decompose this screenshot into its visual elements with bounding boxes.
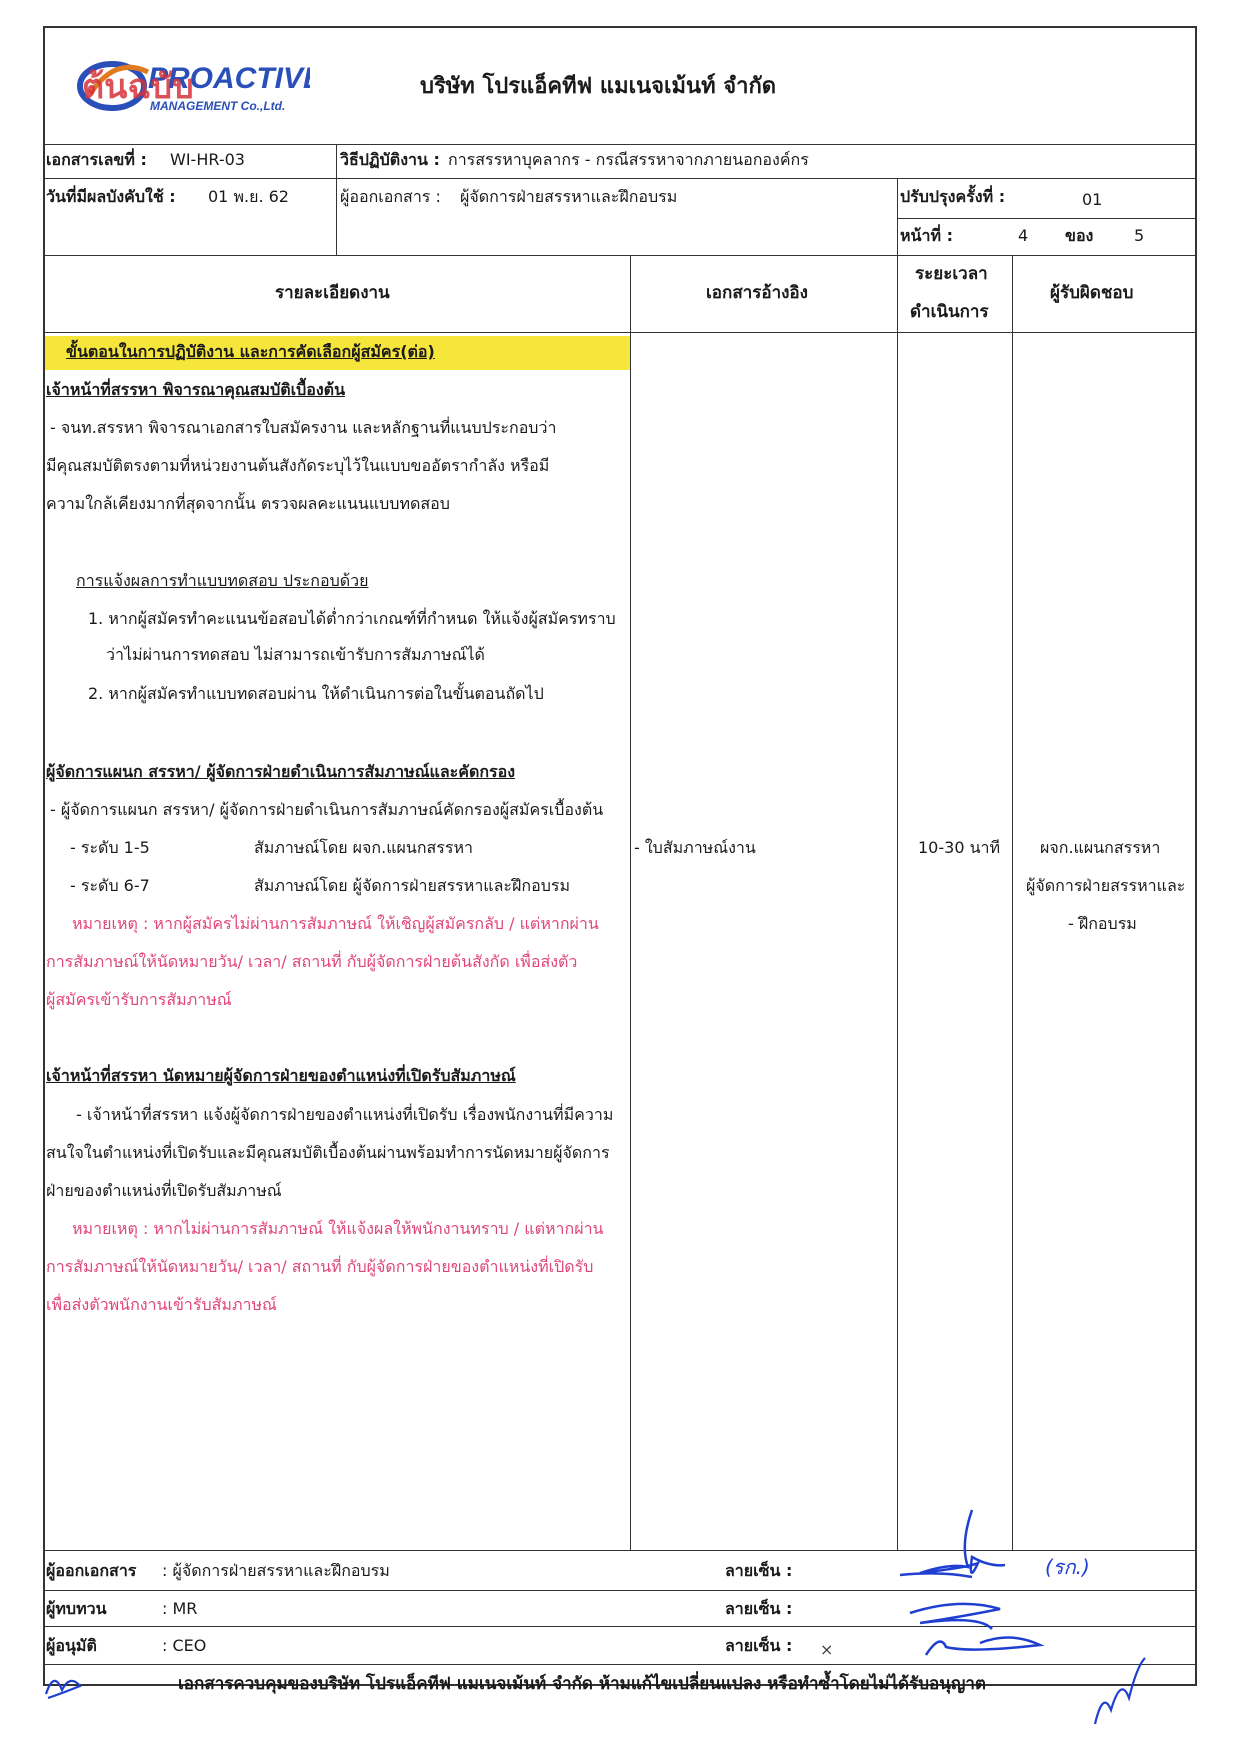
effective-value: 01 พ.ย. 62 — [208, 187, 289, 206]
initial-signature-left — [40, 1664, 90, 1704]
revision-label: ปรับปรุงครั้งที่ : — [900, 187, 1006, 206]
vrule-meta-2 — [897, 178, 898, 255]
effective-label: วันที่มีผลบังคับใช้ : — [46, 187, 176, 206]
signature-approvals — [880, 1505, 1050, 1665]
of-label: ของ — [1065, 226, 1094, 245]
control-notice: เอกสารควบคุมของบริษัท โปรแอ็คทีฟ แมเนจเม้นท์ จำกัด ห้ามแก้ไขเปลี่ยนแปลง หรือทำซ้ำโดยไม่ได้รับอนุญาต — [178, 1674, 986, 1694]
note-1-line-1: หมายเหตุ : หากผู้สมัครไม่ผ่านการสัมภาษณ์ ให้เชิญผู้สมัครกลับ / แต่หากผ่าน — [72, 914, 599, 933]
footer-approver-label: ผู้อนุมัติ — [46, 1636, 97, 1655]
list-item-1-line-1: 1. หากผู้สมัครทำคะแนนข้อสอบได้ต่ำกว่าเกณฑ์ที่กำหนด ให้แจ้งผู้สมัครทราบ — [88, 609, 616, 628]
heading-screening: เจ้าหน้าที่สรรหา พิจารณาคุณสมบัติเบื้องต้น — [46, 380, 346, 399]
para-1-line-2: มีคุณสมบัติตรงตามที่หน่วยงานต้นสังกัดระบุไว้ในแบบขออัตรากำลัง หรือมี — [46, 456, 550, 475]
doc-no-label: เอกสารเลขที่ : — [46, 150, 147, 169]
x-mark: × — [820, 1640, 834, 1659]
svg-text:PROACTIVE: PROACTIVE — [148, 62, 310, 95]
page-value: 4 — [1018, 226, 1029, 245]
page-label: หน้าที่ : — [900, 226, 953, 245]
list-item-1-line-2: ว่าไม่ผ่านการทดสอบ ไม่สามารถเข้ารับการสัมภาษณ์ได้ — [106, 645, 485, 664]
footer-reviewer-label: ผู้ทบทวน — [46, 1599, 107, 1618]
duration-value: 10-30 นาที — [918, 838, 1001, 857]
footer-issuer-label: ผู้ออกเอกสาร — [46, 1561, 137, 1580]
section-title: ขั้นตอนในการปฏิบัติงาน และการคัดเลือกผู้สมัคร(ต่อ) — [66, 342, 435, 361]
rule-col-header — [43, 332, 1197, 333]
footer-issuer-value: : ผู้จัดการฝ่ายสรรหาและฝึกอบรม — [162, 1561, 390, 1580]
level-1-interviewer: สัมภาษณ์โดย ผจก.แผนกสรรหา — [254, 838, 473, 857]
procedure-label: วิธีปฏิบัติงาน : — [340, 150, 440, 169]
para-2-line-1: - ผู้จัดการแผนก สรรหา/ ผู้จัดการฝ่ายดำเนินการสัมภาษณ์คัดกรองผู้สมัครเบื้องต้น — [50, 800, 604, 819]
col-reference: เอกสารอ้างอิง — [706, 283, 808, 303]
para-1-line-3: ความใกล้เคียงมากที่สุดจากนั้น ตรวจผลคะแนนแบบทดสอบ — [46, 494, 450, 513]
footer-sign-label-2: ลายเซ็น : — [725, 1599, 793, 1618]
initial-signature-right — [1085, 1650, 1155, 1730]
level-1-label: - ระดับ 1-5 — [70, 838, 150, 857]
document-frame — [43, 26, 1197, 1686]
heading-appointment: เจ้าหน้าที่สรรหา นัดหมายผู้จัดการฝ่ายของตำแหน่งที่เปิดรับสัมภาษณ์ — [46, 1066, 516, 1085]
note-1-line-3: ผู้สมัครเข้ารับการสัมภาษณ์ — [46, 990, 232, 1009]
responsible-line-3: - ฝึกอบรม — [1068, 914, 1137, 933]
vrule-col-3 — [1012, 255, 1013, 1550]
level-2-interviewer: สัมภาษณ์โดย ผู้จัดการฝ่ายสรรหาและฝึกอบรม — [254, 876, 570, 895]
rule-meta-1 — [43, 178, 1197, 179]
svg-text:ต้นฉบับ: ต้นฉบับ — [82, 67, 194, 107]
rule-header — [43, 144, 1197, 145]
note-1-line-2: การสัมภาษณ์ให้นัดหมายวัน/ เวลา/ สถานที่ กับผู้จัดการฝ่ายต้นสังกัด เพื่อส่งตัว — [46, 952, 578, 971]
col-duration-1: ระยะเวลา — [915, 264, 988, 284]
doc-no-value: WI-HR-03 — [170, 150, 245, 169]
svg-text:MANAGEMENT Co.,Ltd.: MANAGEMENT Co.,Ltd. — [150, 99, 286, 113]
para-3-line-1: - เจ้าหน้าที่สรรหา แจ้งผู้จัดการฝ่ายของตำแหน่งที่เปิดรับ เรื่องพนักงานที่มีความ — [76, 1105, 614, 1124]
responsible-line-1: ผจก.แผนกสรรหา — [1040, 838, 1161, 857]
company-name: บริษัท โปรแอ็คทีฟ แมเนจเม้นท์ จำกัด — [420, 74, 777, 99]
list-item-2: 2. หากผู้สมัครทำแบบทดสอบผ่าน ให้ดำเนินการต่อในขั้นตอนถัดไป — [88, 684, 544, 703]
company-logo — [70, 50, 310, 120]
vrule-col-2 — [897, 255, 898, 1550]
level-2-label: - ระดับ 6-7 — [70, 876, 150, 895]
col-duration-2: ดำเนินการ — [910, 302, 989, 322]
para-1-line-1: - จนท.สรรหา พิจารณาเอกสารใบสมัครงาน และหลักฐานที่แนบประกอบว่า — [50, 418, 557, 437]
procedure-value: การสรรหาบุคลากร - กรณีสรรหาจากภายนอกองค์กร — [448, 150, 809, 169]
issuer-meta-value: ผู้จัดการฝ่ายสรรหาและฝึกอบรม — [460, 187, 678, 206]
responsible-line-2: ผู้จัดการฝ่ายสรรหาและ — [1026, 876, 1186, 895]
subheading-test-result: การแจ้งผลการทำแบบทดสอบ ประกอบด้วย — [76, 571, 369, 590]
rule-meta-2 — [897, 218, 1197, 219]
note-2-line-2: การสัมภาษณ์ให้นัดหมายวัน/ เวลา/ สถานที่ กับผู้จัดการฝ่ายของตำแหน่งที่เปิดรับ — [46, 1257, 594, 1276]
para-3-line-3: ฝ่ายของตำแหน่งที่เปิดรับสัมภาษณ์ — [46, 1181, 282, 1200]
vrule-meta-1 — [336, 144, 337, 255]
col-details: รายละเอียดงาน — [275, 283, 390, 303]
total-pages: 5 — [1134, 226, 1145, 245]
col-responsible: ผู้รับผิดชอบ — [1050, 283, 1134, 303]
rule-meta-3 — [43, 255, 1197, 256]
issuer-meta-label: ผู้ออกเอกสาร : — [340, 187, 441, 206]
reference-doc: - ใบสัมภาษณ์งาน — [634, 838, 756, 857]
para-3-line-2: สนใจในตำแหน่งที่เปิดรับและมีคุณสมบัติเบื้องต้นผ่านพร้อมทำการนัดหมายผู้จัดการ — [46, 1143, 610, 1162]
sign-note: (รก.) — [1045, 1555, 1090, 1579]
note-2-line-1: หมายเหตุ : หากไม่ผ่านการสัมภาษณ์ ให้แจ้งผลให้พนักงานทราบ / แต่หากผ่าน — [72, 1219, 604, 1238]
vrule-col-1 — [630, 255, 631, 1550]
footer-approver-value: : CEO — [162, 1636, 207, 1655]
heading-interview: ผู้จัดการแผนก สรรหา/ ผู้จัดการฝ่ายดำเนินการสัมภาษณ์และคัดกรอง — [46, 762, 516, 781]
revision-value: 01 — [1082, 190, 1103, 209]
footer-sign-label-1: ลายเซ็น : — [725, 1561, 793, 1580]
note-2-line-3: เพื่อส่งตัวพนักงานเข้ารับสัมภาษณ์ — [46, 1295, 277, 1314]
footer-sign-label-3: ลายเซ็น : — [725, 1636, 793, 1655]
footer-reviewer-value: : MR — [162, 1599, 198, 1618]
